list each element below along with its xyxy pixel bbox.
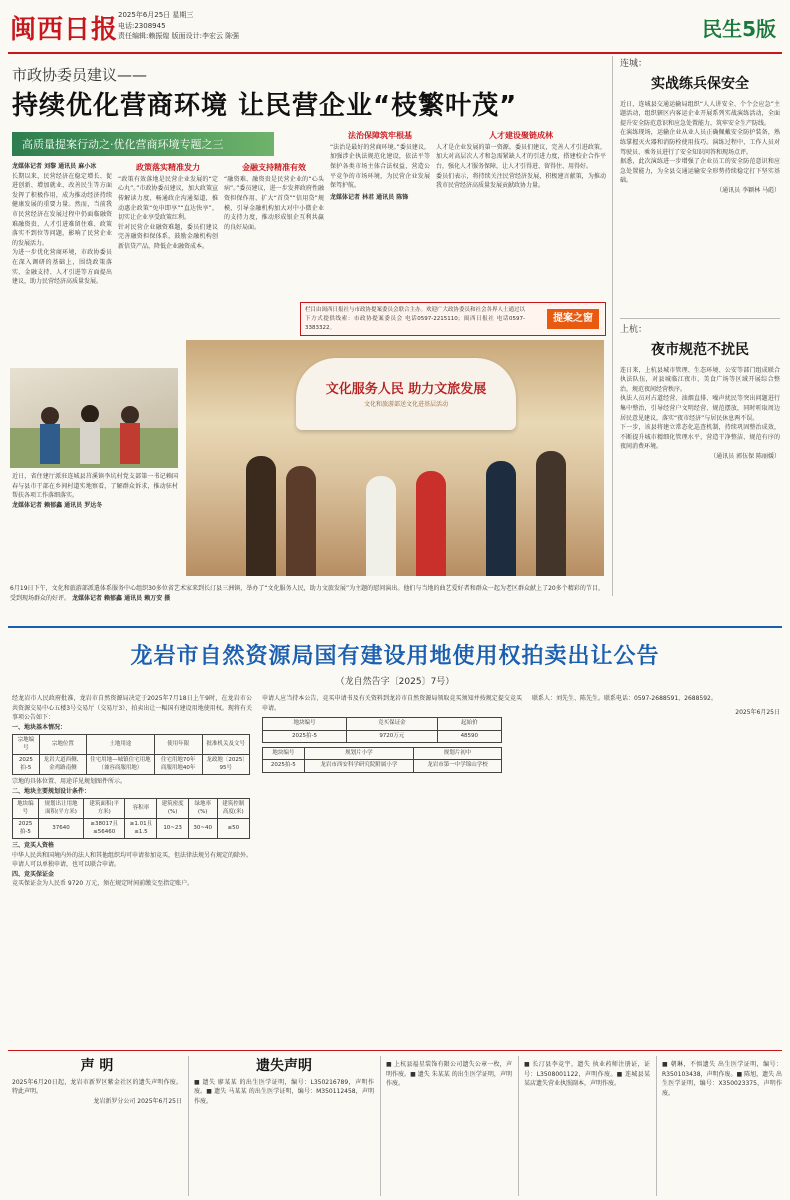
notice-paragraph: 宗地的具体位置、用途详见规划图件所示。 [12, 778, 127, 786]
table-cell: 住宅用地—城镇住宅用地（兼容商服用地） [87, 755, 155, 775]
inset-byline: 龙媒体记者 赖郁鑫 通讯员 罗达冬 [12, 501, 103, 509]
table-header-cell: 建筑密度(%) [157, 799, 188, 819]
table-header-cell: 规划片小学 [304, 748, 413, 760]
performer-figure [416, 471, 446, 576]
table-cell: 龙岩市第一中学锦山学校 [414, 760, 502, 772]
right-story-kicker: 连城： [620, 59, 648, 69]
notice-title: 龙岩市自然资源局国有建设用地使用权拍卖出让公告 [130, 644, 660, 669]
right-story-body [620, 366, 780, 602]
lead-paragraph: “法治是最好的营商环境。”委员建议，加强涉企执法规范化建设，依法平等保护各类市场主体合法权益，营造公平竞争的市场环境，为民营企业发展保驾护航。 [330, 143, 430, 190]
notice-heading: 二、地块主要规划设计条件： [12, 787, 91, 795]
table-cell: 龙岩市西安科学研究院附属小学 [304, 760, 413, 772]
right-story-kicker: 上杭： [620, 325, 648, 335]
ad-statement [12, 1056, 182, 1174]
table-header-cell: 宗地位置 [39, 735, 86, 755]
main-photo-byline: 龙媒体记者 赖郁鑫 通讯员 赖万安 摄 [71, 594, 171, 602]
right-story-byline: （通讯员 郭伍保 陈丽媛） [710, 452, 780, 460]
notice-contact: 联系人：刘先生、陈先生。联系电话：0597-2688591、2688592。 [532, 695, 717, 702]
audience-figure [536, 451, 566, 576]
parcel-table [12, 734, 250, 775]
ad-text: ■ 遗失 廖某某 的出生医学证明，编号：L350216789，声明作废。■ 遗失 马某某 的出生医学证明，编号：M350112458，声明作废。 [194, 1078, 374, 1105]
masthead-meta [118, 10, 239, 42]
lead-column-5 [436, 130, 606, 298]
masthead [0, 0, 790, 58]
audience-figure [486, 461, 516, 576]
planning-table [12, 798, 250, 839]
lead-byline: 龙媒体记者 林君 通讯员 陈锋 [330, 193, 409, 201]
notice-date: 2025年6月25日 [735, 708, 780, 716]
inset-photo-scene [10, 368, 178, 468]
ad-divider [656, 1056, 657, 1196]
notice-paragraph: 中华人民共和国境内外的法人和其他组织均可申请参加竞买，但法律法规另有规定的除外。申请人可以单独申请，也可以联合申请。 [12, 851, 252, 869]
table-header-cell: 使用年限 [154, 735, 202, 755]
table-cell: 2025拍-5 [13, 755, 40, 775]
ad-title: 遗失声明 [256, 1058, 312, 1074]
table-header-cell: 绿地率(%) [188, 799, 217, 819]
table-header-cell: 竞买保证金 [347, 718, 438, 730]
table-cell: 2025拍-5 [263, 730, 347, 742]
notice-paragraph: 申请人应当持本公告、竞买申请书及有关资料到龙岩市自然资源局领取竞买须知并按规定提交竞买申请。 [262, 695, 522, 712]
notice-column-1 [12, 694, 252, 1044]
lead-subhead: 金融支持精准有效 [242, 163, 306, 172]
table-cell: 2025拍-5 [13, 819, 39, 839]
audience-figure [246, 456, 276, 576]
right-story-2 [620, 324, 780, 602]
table-header-cell: 批准机关及文号 [202, 735, 249, 755]
inset-caption [12, 472, 178, 578]
issue-editors: 责任编辑:赖振煌 版面设计:李宏云 陈强 [118, 32, 240, 40]
ad-signature: 龙岩新罗分公司 2025年6月25日 [93, 1097, 182, 1105]
table-header-cell: 地块编号 [13, 799, 39, 819]
issue-phone: 电话:2308945 [118, 21, 166, 30]
ad-text: ■ 长汀县李竞宇，遗失 执业药师注册证，证号：L3508001122，声明作废。■ 连城县某某店遗失营业执照副本，声明作废。 [524, 1061, 650, 1088]
table-cell: ≥38017且≤56460 [84, 819, 125, 839]
table-header-cell: 容积率 [125, 799, 157, 819]
notice-paragraph: 经龙岩市人民政府批准，龙岩市自然资源局决定于2025年7月18日上午9时，在龙岩市公共资源交易中心五楼3号交易厅（交易厅3），拍卖出让一幅国有建设用地使用权。现将有关事项公告如下： [12, 695, 252, 722]
deposit-table [262, 717, 502, 743]
lead-subhead: 政策落实精准发力 [136, 163, 200, 172]
main-photo [186, 340, 604, 576]
right-divider [620, 318, 780, 319]
table-header-cell: 地块编号 [263, 748, 305, 760]
stage-title: 文化服务人民 助力文旅发展 [325, 382, 487, 397]
main-photo-caption [10, 584, 604, 618]
lead-headline: 持续优化营商环境 让民营企业“枝繁叶茂” [12, 91, 518, 121]
table-cell: 30~40 [188, 819, 217, 839]
notice-top-rule [8, 626, 782, 628]
right-story-body [620, 100, 780, 296]
column-divider [612, 56, 613, 596]
inset-photo [10, 368, 178, 468]
lead-paragraph: 长期以来，民营经济在稳定增长、促进创新、增加就业、改善民生等方面发挥了积极作用，成为推动经济持续健康发展的重要力量。然而，当前我市民营经济在发展过程中仍面临融资难融资贵、人才引进难留住难、政策落实不到位等问题，影响了民营企业的发展活力。 [12, 172, 112, 247]
right-story-byline: （通讯员 李颖林 马彪） [716, 186, 780, 194]
notice-column-3 [532, 694, 780, 1044]
right-story-paragraph: 近日，连城县交通运输局组织“人人讲安全、个个会应急”主题活动，组织辖区内客运企业开展系列实战演练活动，全面提升安全防范意识和应急处置能力，筑牢安全生产防线。 [620, 100, 780, 127]
notice-column-2 [262, 694, 522, 1044]
notice-heading: 四、竞买保证金 [12, 870, 55, 878]
table-cell: 2025拍-5 [263, 760, 305, 772]
lead-subhead: 人才建设聚链成林 [489, 131, 553, 140]
main-photo-caption-text: 6月19日下午，文化和旅游部派遣体系服务中心组织30多位省艺术家来到长汀县三洲镇，举办了“文化服务人民，助力文旅发展”为主题的慰问演出。他们与当地的曲艺爱好者和群众一起为老区群众献上了20多个精彩的节目，受到现场群众的好评。 [10, 585, 604, 602]
notice-heading: 一、地块基本情况： [12, 723, 67, 731]
proposal-window-box [300, 302, 606, 336]
lead-paragraph: 人才是企业发展的第一资源。委员们建议，完善人才引进政策，加大对高层次人才和急需紧缺人才的引进力度，搭建校企合作平台，强化人才服务保障，让人才引得进、留得住、用得好。 [436, 143, 606, 170]
ad-divider [380, 1056, 381, 1196]
proposal-box-text: 栏目由闽西日报社与市政协提案委员会联合主办。欢迎广大政协委员和社会各界人士通过以下方式提供线索：市政协提案委员会 电话0597-2215110；闽西日报社 电话0597-3383322。 [305, 307, 525, 331]
lead-paragraph: 为进一步优化营商环境，市政协委员在深入调研的基础上，围绕政策落实、金融支持、人才引进等方面提出建议，助力民营经济高质量发展。 [12, 249, 112, 286]
ad-title: 声 明 [80, 1058, 114, 1074]
table-header-cell: 规划出让用地面积(平方米) [38, 799, 83, 819]
newspaper-logo: 闽西日报 [10, 15, 119, 45]
table-header-cell: 建筑面积(平方米) [84, 799, 125, 819]
proposal-box-title: 提案之窗 [547, 309, 599, 329]
ad-text: ■ 上杭县福星装饰有限公司遗失公章一枚，声明作废。■ 遗失 朱某某 的出生医学证明，声明作废。 [386, 1061, 512, 1088]
ad-lost-notice [194, 1056, 374, 1188]
lead-paragraph: “政策有效落地是民营企业发展的“定心丸”。”市政协委员建议，加大政策宣传解读力度，畅通政企沟通渠道，推动惠企政策“免申即享”“直达快享”，切实让企业享受政策红利。 [118, 175, 218, 222]
right-story-title: 实战练兵保安全 [651, 75, 749, 92]
notice-number: （龙自然告字〔2025〕7号） [335, 677, 455, 687]
topic-banner: 高质量提案行动之·优化营商环境专题之三 [12, 132, 274, 156]
lead-column-1 [12, 162, 112, 338]
school-district-table [262, 747, 502, 773]
stage-subtitle: 文化和旅游部送文化进基层活动 [363, 401, 448, 408]
lead-subhead: 法治保障筑牢根基 [348, 131, 412, 140]
ad-text: ■ 朝琳，不慎遗失 出生医学证明，编号：R350103438，声明作废。■ 陈旭，遗失 出生医学证明，编号：X350023375，声明作废。 [662, 1061, 782, 1097]
ad-text: 2025年6月20日起，龙岩市新罗区紫金社区的遗失声明作废。特此声明。 [12, 1078, 182, 1096]
lead-kicker: 市政协委员建议—— [12, 66, 148, 84]
lead-column-2 [118, 162, 218, 338]
inset-caption-text: 近日，省住建厅派驻连城县莒溪镇李坑村党支部第一书记赖国春与县市干部在乡间村道实地察看，了解群众诉求，推动驻村帮扶各项工作落细落实。 [12, 473, 178, 500]
notice-heading: 三、竞买人资格 [12, 841, 55, 849]
lead-paragraph: “融资难、融资贵是民营企业的“心头病”。”委员建议，进一步发挥政府性融资担保作用，扩大“首贷”“信用贷”规模，引导金融机构加大对中小微企业的支持力度，推动形成银企互利共赢的良好局面。 [224, 175, 324, 231]
table-header-cell: 规划片初中 [414, 748, 502, 760]
audience-figure [286, 466, 316, 576]
right-story-paragraph: 在演练现场，运输企业从业人员正确佩戴安全防护装备，熟练掌握灭火器和消防栓使用技巧。演练过程中，工作人员对驾驶员、乘务员进行了安全知识问答和现场点评。 [620, 129, 780, 156]
table-cell: ≤50 [217, 819, 249, 839]
notice-paragraph: 竞买保证金为人民币 9720 万元，须在规定时间前缴交至指定账户。 [12, 880, 194, 888]
issue-date: 2025年6月25日 星期三 [118, 11, 194, 19]
table-cell: 48590 [437, 730, 501, 742]
table-cell: 住宅用地70年 商服用地40年 [154, 755, 202, 775]
table-cell: 9720万元 [347, 730, 438, 742]
ad-divider [518, 1056, 519, 1196]
right-story-paragraph: 执法人员对占道经营、油烟直排、噪声扰民等突出问题进行集中整治，引导经营户文明经营、规范摆放，同时听取周边居民意见建议，落实“夜市经济”与居民休息两不误。 [620, 395, 780, 422]
lead-paragraph: 委员们表示，将持续关注民营经济发展，积极建言献策，为推动我市民营经济高质量发展贡献政协力量。 [436, 172, 606, 190]
right-story-paragraph: 下一步，该县将建立常态化巡查机制，持续巩固整治成效，不断提升城市精细化管理水平，营造干净整洁、规范有序的夜间消费环境。 [620, 424, 780, 451]
ads-rule [8, 1050, 782, 1051]
table-cell: 37640 [38, 819, 83, 839]
stage-backdrop [296, 358, 516, 430]
table-cell: 龙政地〔2025〕95号 [202, 755, 249, 775]
table-cell: 10~23 [157, 819, 188, 839]
table-cell: 龙岩大道西侧、金鸡路南侧 [39, 755, 86, 775]
right-story-1 [620, 58, 780, 296]
table-header-cell: 土地用途 [87, 735, 155, 755]
table-cell: ≥1.01且≤1.5 [125, 819, 157, 839]
table-header-cell: 起始价 [437, 718, 501, 730]
lead-byline: 龙媒体记者 刘黎 通讯员 麻小冰 [12, 163, 97, 170]
right-story-paragraph: 连日来，上杭县城市管理、生态环境、公安等部门组成联合执法队伍，对县城临江夜市、美食广场等区域开展综合整治，规范夜间经营秩序。 [620, 366, 780, 393]
table-header-cell: 建筑控制高度(米) [217, 799, 249, 819]
table-header-cell: 地块编号 [263, 718, 347, 730]
table-header-cell: 宗地编号 [13, 735, 40, 755]
ad-body [12, 1078, 182, 1174]
right-story-paragraph: 据悉，此次演练进一步增强了企业员工的安全防范意识和应急处置能力，为全县交通运输安全形势持续稳定打下坚实基础。 [620, 158, 780, 185]
lead-paragraph: 针对民营企业融资难题，委员们建议完善融资担保体系，鼓励金融机构创新信贷产品，降低企业融资成本。 [118, 223, 218, 250]
right-story-title: 夜市规范不扰民 [651, 341, 749, 358]
masthead-rule [8, 52, 782, 54]
performer-figure [366, 476, 396, 576]
section-label: 民生5版 [702, 17, 776, 41]
ad-divider [188, 1056, 189, 1196]
